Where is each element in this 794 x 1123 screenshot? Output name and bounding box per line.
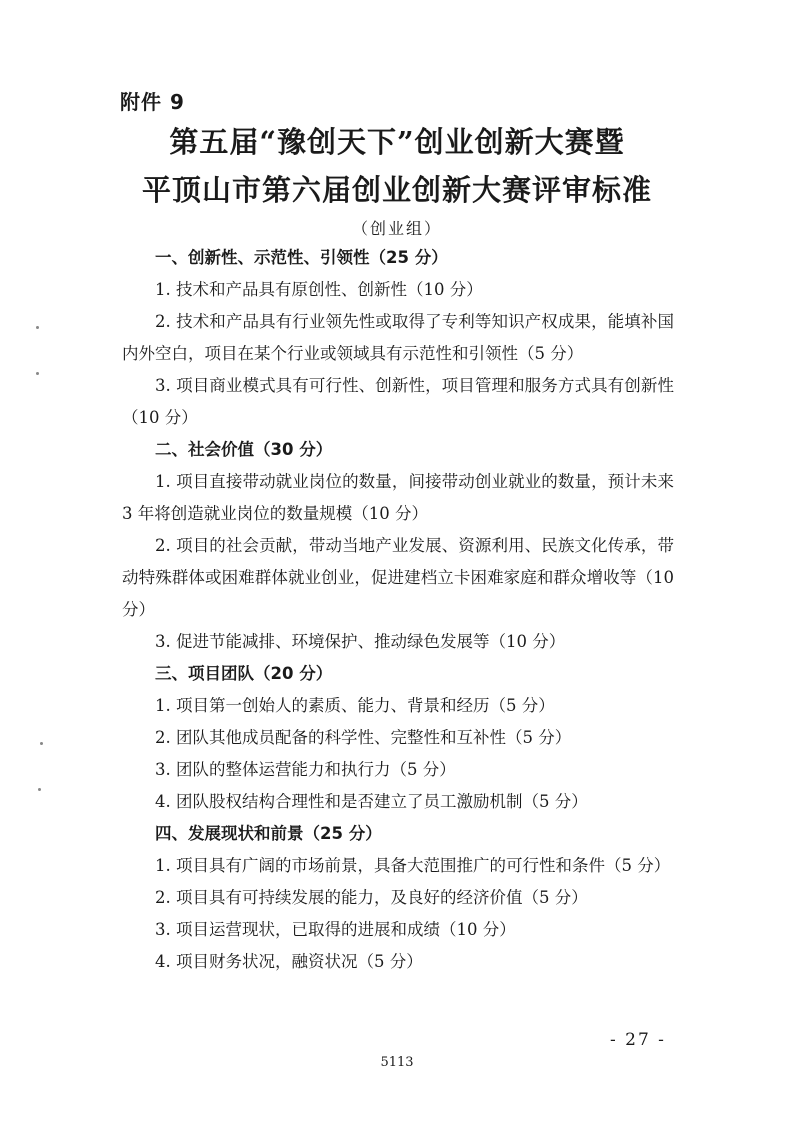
criteria-item: 4. 项目财务状况，融资状况（5 分）	[155, 952, 423, 971]
document-subtitle: （创业组）	[351, 219, 442, 238]
footer-code: 5113	[380, 1055, 414, 1070]
criteria-item: 4. 团队股权结构合理性和是否建立了员工激励机制（5 分）	[155, 792, 588, 811]
section-heading: 三、项目团队（20 分）	[155, 664, 333, 683]
criteria-item: 1. 项目具有广阔的市场前景，具备大范围推广的可行性和条件（5 分）	[155, 856, 671, 875]
criteria-item: 2. 团队其他成员配备的科学性、完整性和互补性（5 分）	[155, 728, 572, 747]
criteria-item: 1. 项目第一创始人的素质、能力、背景和经历（5 分）	[155, 696, 555, 715]
criteria-item: 3. 促进节能减排、环境保护、推动绿色发展等（10 分）	[155, 632, 566, 651]
criteria-item: 2. 项目的社会贡献，带动当地产业发展、资源利用、民族文化传承，带动特殊群体或困难群体就业创业，促进建档立卡困难家庭和群众增收等（10 分）	[122, 536, 674, 619]
attachment-label: 附件 9	[120, 90, 185, 114]
criteria-item: 1. 技术和产品具有原创性、创新性（10 分）	[155, 280, 483, 299]
section-heading: 四、发展现状和前景（25 分）	[155, 824, 382, 843]
scan-speck	[36, 326, 39, 329]
criteria-item: 3. 项目商业模式具有可行性、创新性，项目管理和服务方式具有创新性（10 分）	[122, 376, 674, 427]
document-title-line-2: 平顶山市第六届创业创新大赛评审标准	[141, 173, 652, 207]
section-heading: 二、社会价值（30 分）	[155, 440, 333, 459]
scan-speck	[40, 742, 43, 745]
criteria-item: 2. 项目具有可持续发展的能力，及良好的经济价值（5 分）	[155, 888, 588, 907]
criteria-item: 1. 项目直接带动就业岗位的数量，间接带动创业就业的数量，预计未来 3 年将创造就业岗位的数量规模（10 分）	[122, 472, 674, 523]
criteria-item: 3. 团队的整体运营能力和执行力（5 分）	[155, 760, 456, 779]
page-number: - 27 -	[610, 1030, 666, 1050]
document-title-line-1: 第五届“豫创天下”创业创新大赛暨	[169, 125, 625, 159]
criteria-item: 3. 项目运营现状，已取得的进展和成绩（10 分）	[155, 920, 516, 939]
scan-speck	[36, 372, 39, 375]
section-heading: 一、创新性、示范性、引领性（25 分）	[155, 248, 448, 267]
criteria-item: 2. 技术和产品具有行业领先性或取得了专利等知识产权成果，能填补国内外空白，项目在某个行业或领域具有示范性和引领性（5 分）	[122, 312, 674, 363]
scan-speck	[38, 788, 41, 791]
criteria-body	[122, 242, 674, 978]
